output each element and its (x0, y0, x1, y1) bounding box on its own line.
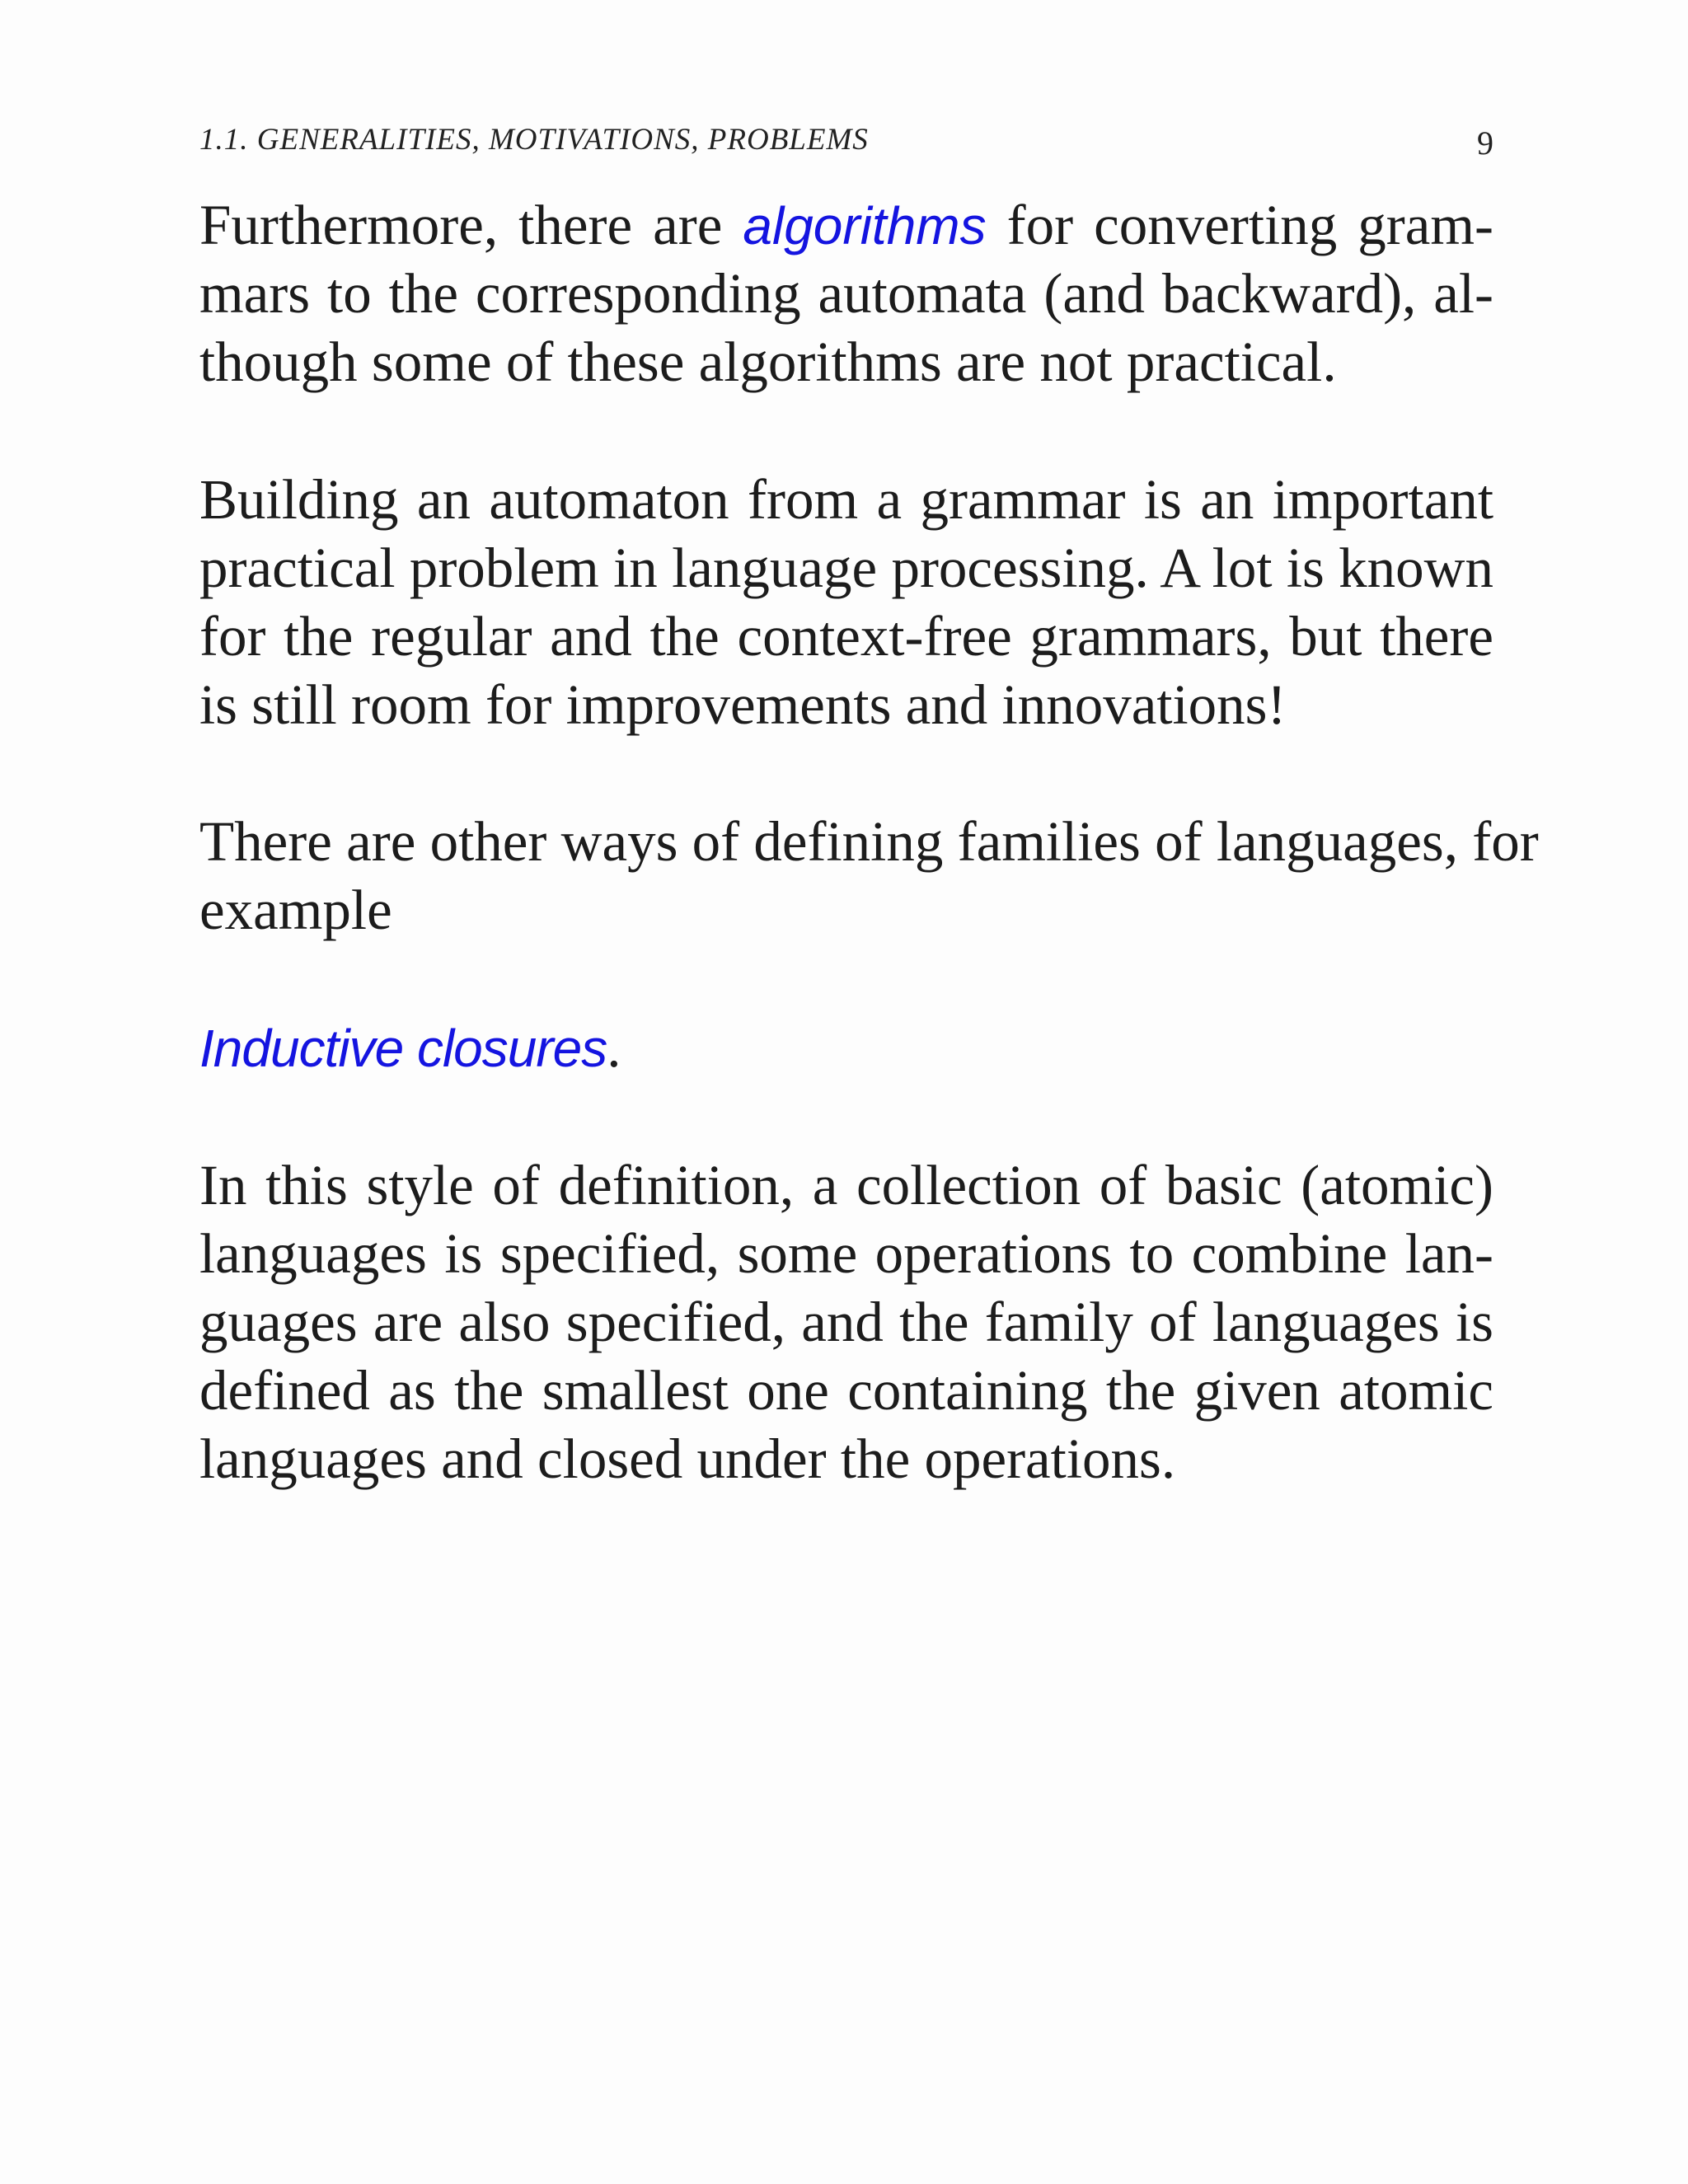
heading-period: . (607, 1016, 621, 1079)
paragraph-other-ways (199, 808, 1539, 944)
paragraph-line (199, 191, 1493, 260)
paragraph-definition-style (199, 1151, 1493, 1493)
paragraph-algorithms (199, 191, 1493, 396)
paragraph-inductive-closures (199, 1014, 1493, 1088)
paragraph-line: practical problem in language processing. A lot is known (199, 537, 1493, 599)
paragraph-line: There are other ways of defining families of languages, for (199, 810, 1539, 873)
page-number: 9 (1477, 124, 1493, 162)
paragraph-line: example (199, 879, 392, 941)
text-segment: for converting gram- (986, 194, 1493, 256)
paragraph-line: for the regular and the context-free grammars, but there (199, 605, 1493, 668)
paragraph-line: Building an automaton from a grammar is an important (199, 468, 1493, 531)
paragraph-line: languages and closed under the operations. (199, 1427, 1176, 1490)
paragraph-line: In this style of definition, a collection of basic (atomic) (199, 1154, 1493, 1216)
running-title: 1.1. GENERALITIES, MOTIVATIONS, PROBLEMS (199, 123, 869, 157)
emphasis-algorithms: algorithms (743, 196, 987, 255)
paragraph-line: guages are also specified, and the family of languages is (199, 1291, 1493, 1353)
paragraph-line: languages is specified, some operations to combine lan- (199, 1222, 1493, 1285)
emphasis-inductive-closures: Inductive closures (199, 1019, 607, 1078)
text-segment: Furthermore, there are (199, 194, 743, 256)
paragraph-line: though some of these algorithms are not practical. (199, 330, 1337, 393)
paragraph-line: defined as the smallest one containing the given atomic (199, 1359, 1493, 1422)
paragraph-line: mars to the corresponding automata (and backward), al- (199, 262, 1493, 325)
paragraph-line: is still room for improvements and innovations! (199, 673, 1287, 736)
paragraph-building-automaton (199, 466, 1493, 739)
emphasis-heading (199, 1014, 1493, 1088)
running-head (199, 122, 1493, 163)
